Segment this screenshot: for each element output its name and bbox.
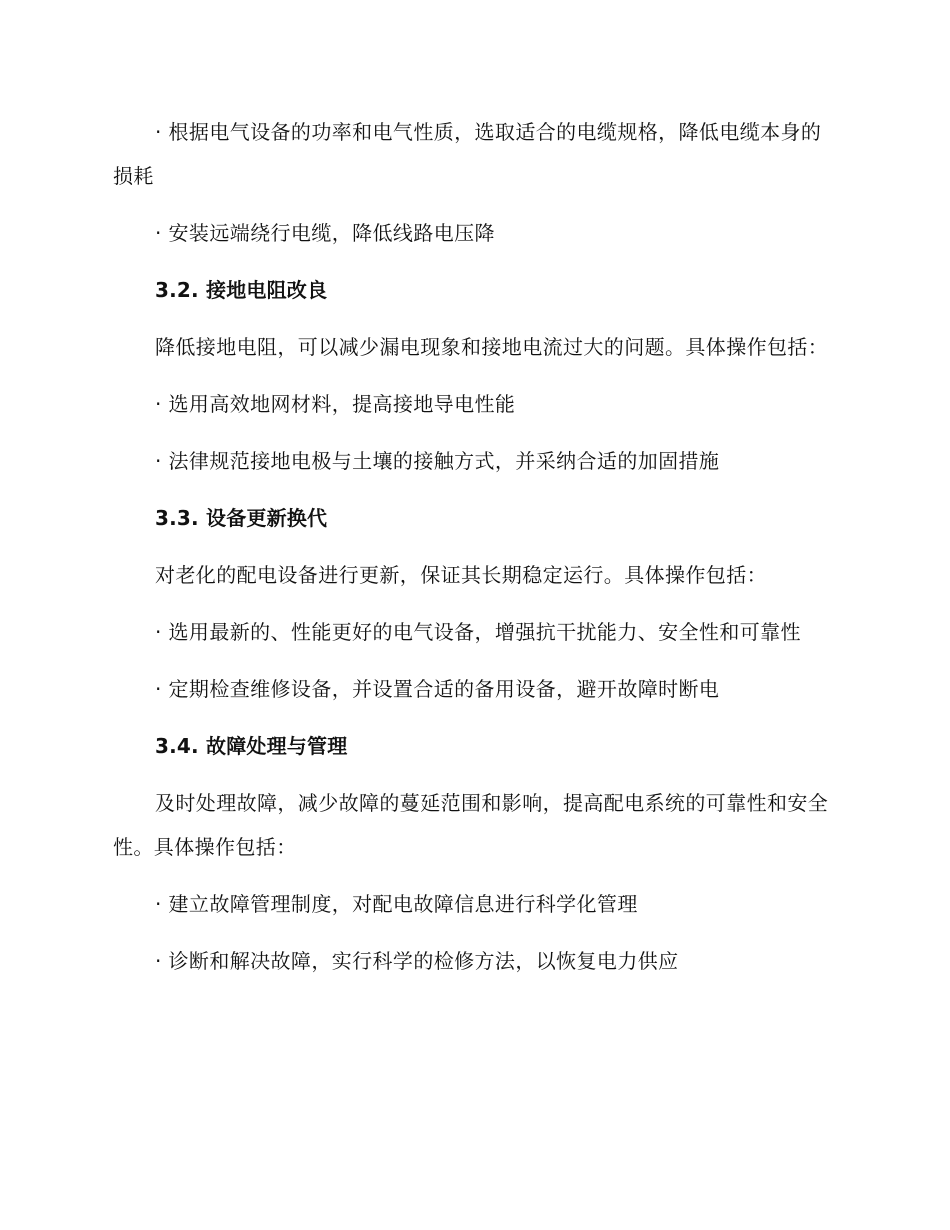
bullet-item: · 定期检查维修设备，并设置合适的备用设备，避开故障时断电: [155, 677, 720, 701]
section-heading: 3.2. 接地电阻改良: [155, 278, 328, 302]
bullet-item: · 建立故障管理制度，对配电故障信息进行科学化管理: [155, 892, 638, 916]
paragraph: 对老化的配电设备进行更新，保证其长期稳定运行。具体操作包括：: [155, 563, 767, 587]
bullet-item: · 选用最新的、性能更好的电气设备，增强抗干扰能力、安全性和可靠性: [155, 620, 801, 644]
bullet-item: · 安装远端绕行电缆，降低线路电压降: [155, 221, 495, 245]
section-heading: 3.3. 设备更新换代: [155, 506, 328, 530]
document-body: [113, 110, 833, 996]
bullet-item: · 诊断和解决故障，实行科学的检修方法，以恢复电力供应: [155, 949, 679, 973]
bullet-item: · 根据电气设备的功率和电气性质，选取适合的电缆规格，降低电缆本身的损耗: [113, 120, 822, 188]
paragraph: 及时处理故障，减少故障的蔓延范围和影响，提高配电系统的可靠性和安全性。具体操作包括：: [113, 791, 829, 859]
bullet-item: · 选用高效地网材料，提高接地导电性能: [155, 392, 516, 416]
section-heading: 3.4. 故障处理与管理: [155, 734, 348, 758]
paragraph: 降低接地电阻，可以减少漏电现象和接地电流过大的问题。具体操作包括：: [155, 335, 829, 359]
bullet-item: · 法律规范接地电极与土壤的接触方式，并采纳合适的加固措施: [155, 449, 720, 473]
